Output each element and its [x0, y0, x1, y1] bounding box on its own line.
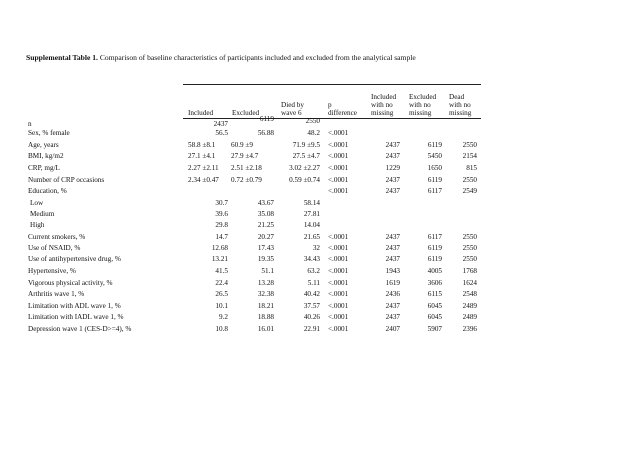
cell-died: 27.5 ±4.7 — [292, 152, 320, 160]
cell-died: 14.04 — [303, 221, 320, 229]
cell-p: <.0001 — [328, 325, 349, 333]
cell-inc-nm: 2437 — [385, 302, 400, 310]
row-label: Education, % — [28, 187, 67, 195]
cell-died: 2550 — [305, 117, 320, 125]
cell-p: <.0001 — [328, 290, 349, 298]
cell-died: 48.2 — [307, 129, 320, 137]
cell-included: 2.27 ±2.11 — [188, 164, 219, 172]
cell-inc-nm: 2437 — [385, 141, 400, 149]
header-excluded: Excluded — [232, 109, 260, 117]
cell-dead-nm: 815 — [466, 164, 477, 172]
header-died-by-wave-6: Died by wave 6 — [281, 101, 304, 117]
cell-inc-nm: 2437 — [385, 255, 400, 263]
cell-dead-nm: 1768 — [462, 267, 477, 275]
cell-dead-nm: 2396 — [462, 325, 477, 333]
cell-exc-nm: 5907 — [427, 325, 442, 333]
row-label: CRP, mg/L — [28, 164, 60, 172]
cell-included: 26.5 — [215, 290, 228, 298]
cell-p: <.0001 — [328, 187, 349, 195]
row-label: Age, years — [28, 141, 59, 149]
cell-dead-nm: 2550 — [462, 255, 477, 263]
cell-exc-nm: 6045 — [427, 302, 442, 310]
cell-dead-nm: 2154 — [462, 152, 477, 160]
cell-exc-nm: 6117 — [427, 187, 442, 195]
cell-died: 63.2 — [307, 267, 320, 275]
row-label: n — [28, 120, 32, 128]
row-label: Limitation with IADL wave 1, % — [28, 313, 124, 321]
cell-excluded: 16.01 — [257, 325, 274, 333]
cell-excluded: 35.08 — [257, 210, 274, 218]
cell-dead-nm: 2489 — [462, 302, 477, 310]
cell-died: 71.9 ±9.5 — [292, 141, 320, 149]
cell-exc-nm: 6119 — [427, 176, 442, 184]
cell-inc-nm: 2437 — [385, 176, 400, 184]
row-label: Sex, % female — [28, 129, 70, 137]
cell-exc-nm: 3606 — [427, 279, 442, 287]
cell-included: 27.1 ±4.1 — [188, 152, 216, 160]
cell-excluded: 2.51 ±2.18 — [231, 164, 262, 172]
cell-excluded: 0.72 ±0.79 — [231, 176, 262, 184]
cell-excluded: 56.88 — [257, 129, 274, 137]
cell-included: 58.8 ±8.1 — [188, 141, 216, 149]
cell-excluded: 20.27 — [257, 233, 274, 241]
cell-p: <.0001 — [328, 141, 349, 149]
cell-included: 39.6 — [215, 210, 228, 218]
row-label: Medium — [30, 210, 55, 218]
cell-excluded: 18.21 — [257, 302, 274, 310]
caption-label: Supplemental Table 1. — [26, 53, 98, 62]
cell-died: 40.26 — [303, 313, 320, 321]
cell-inc-nm: 1619 — [385, 279, 400, 287]
cell-dead-nm: 2550 — [462, 233, 477, 241]
row-label: Current smokers, % — [28, 233, 86, 241]
cell-included: 22.4 — [215, 279, 228, 287]
cell-included: 12.68 — [211, 244, 228, 252]
cell-excluded: 6119 — [259, 115, 274, 123]
cell-died: 21.65 — [303, 233, 320, 241]
cell-inc-nm: 1943 — [385, 267, 400, 275]
cell-p: <.0001 — [328, 164, 349, 172]
cell-included: 29.8 — [215, 221, 228, 229]
cell-dead-nm: 2550 — [462, 244, 477, 252]
cell-exc-nm: 1650 — [427, 164, 442, 172]
cell-p: <.0001 — [328, 244, 349, 252]
cell-excluded: 51.1 — [261, 267, 274, 275]
cell-included: 2.34 ±0.47 — [188, 176, 219, 184]
header-dead-no-missing: Dead with no missing — [449, 93, 472, 117]
cell-included: 2437 — [213, 120, 228, 128]
cell-excluded: 43.67 — [257, 199, 274, 207]
cell-inc-nm: 2437 — [385, 152, 400, 160]
cell-dead-nm: 1624 — [462, 279, 477, 287]
cell-died: 40.42 — [303, 290, 320, 298]
cell-included: 30.7 — [215, 199, 228, 207]
cell-exc-nm: 4005 — [427, 267, 442, 275]
cell-excluded: 18.88 — [257, 313, 274, 321]
row-label: High — [30, 221, 45, 229]
cell-inc-nm: 2436 — [385, 290, 400, 298]
row-label: Use of NSAID, % — [28, 244, 81, 252]
row-label: Low — [30, 199, 44, 207]
cell-exc-nm: 5450 — [427, 152, 442, 160]
cell-inc-nm: 2407 — [385, 325, 400, 333]
cell-dead-nm: 2550 — [462, 141, 477, 149]
cell-dead-nm: 2549 — [462, 187, 477, 195]
cell-p: <.0001 — [328, 129, 349, 137]
row-label: Depression wave 1 (CES-D>=4), % — [28, 325, 132, 333]
cell-died: 22.91 — [303, 325, 320, 333]
cell-inc-nm: 1229 — [385, 164, 400, 172]
cell-excluded: 32.38 — [257, 290, 274, 298]
header-included: Included — [188, 109, 214, 117]
cell-exc-nm: 6119 — [427, 244, 442, 252]
cell-died: 32 — [312, 244, 320, 252]
cell-p: <.0001 — [328, 233, 349, 241]
cell-dead-nm: 2489 — [462, 313, 477, 321]
cell-included: 14.7 — [215, 233, 228, 241]
row-label: Hypertensive, % — [28, 267, 76, 275]
row-label: Arthritis wave 1, % — [28, 290, 85, 298]
cell-p: <.0001 — [328, 152, 349, 160]
header-included-no-missing: Included with no missing — [371, 93, 397, 117]
cell-included: 13.21 — [211, 255, 228, 263]
cell-excluded: 17.43 — [257, 244, 274, 252]
cell-inc-nm: 2437 — [385, 233, 400, 241]
cell-died: 58.14 — [303, 199, 320, 207]
caption-text: Comparison of baseline characteristics of participants included and excluded from the analytical sample — [97, 53, 416, 62]
cell-exc-nm: 6119 — [427, 255, 442, 263]
cell-exc-nm: 6045 — [427, 313, 442, 321]
cell-inc-nm: 2437 — [385, 187, 400, 195]
cell-excluded: 21.25 — [257, 221, 274, 229]
row-label: BMI, kg/m2 — [28, 152, 64, 160]
cell-died: 34.43 — [303, 255, 320, 263]
table-caption — [26, 53, 626, 62]
cell-included: 41.5 — [215, 267, 228, 275]
cell-excluded: 13.28 — [257, 279, 274, 287]
cell-p: <.0001 — [328, 267, 349, 275]
row-label: Number of CRP occasions — [28, 176, 105, 184]
cell-included: 10.1 — [215, 302, 228, 310]
row-label: Limitation with ADL wave 1, % — [28, 302, 121, 310]
cell-p: <.0001 — [328, 279, 349, 287]
cell-excluded: 19.35 — [257, 255, 274, 263]
row-label: Use of antihypertensive drug, % — [28, 255, 121, 263]
cell-p: <.0001 — [328, 255, 349, 263]
cell-exc-nm: 6115 — [427, 290, 442, 298]
cell-included: 9.2 — [219, 313, 228, 321]
cell-p: <.0001 — [328, 176, 349, 184]
cell-dead-nm: 2548 — [462, 290, 477, 298]
cell-died: 0.59 ±0.74 — [289, 176, 320, 184]
cell-inc-nm: 2437 — [385, 313, 400, 321]
cell-died: 5.11 — [307, 279, 320, 287]
row-label: Vigorous physical activity, % — [28, 279, 113, 287]
cell-died: 37.57 — [303, 302, 320, 310]
cell-excluded: 27.9 ±4.7 — [231, 152, 259, 160]
cell-included: 10.8 — [215, 325, 228, 333]
cell-dead-nm: 2550 — [462, 176, 477, 184]
cell-died: 27.81 — [303, 210, 320, 218]
cell-died: 3.02 ±2.27 — [289, 164, 320, 172]
cell-excluded: 60.9 ±9 — [231, 141, 253, 149]
cell-inc-nm: 2437 — [385, 244, 400, 252]
cell-p: <.0001 — [328, 302, 349, 310]
cell-included: 56.5 — [215, 129, 228, 137]
cell-p: <.0001 — [328, 313, 349, 321]
header-excluded-no-missing: Excluded with no missing — [409, 93, 437, 117]
cell-exc-nm: 6117 — [427, 233, 442, 241]
header-p-difference: p difference — [328, 101, 357, 117]
cell-exc-nm: 6119 — [427, 141, 442, 149]
header-top-rule — [183, 84, 481, 85]
